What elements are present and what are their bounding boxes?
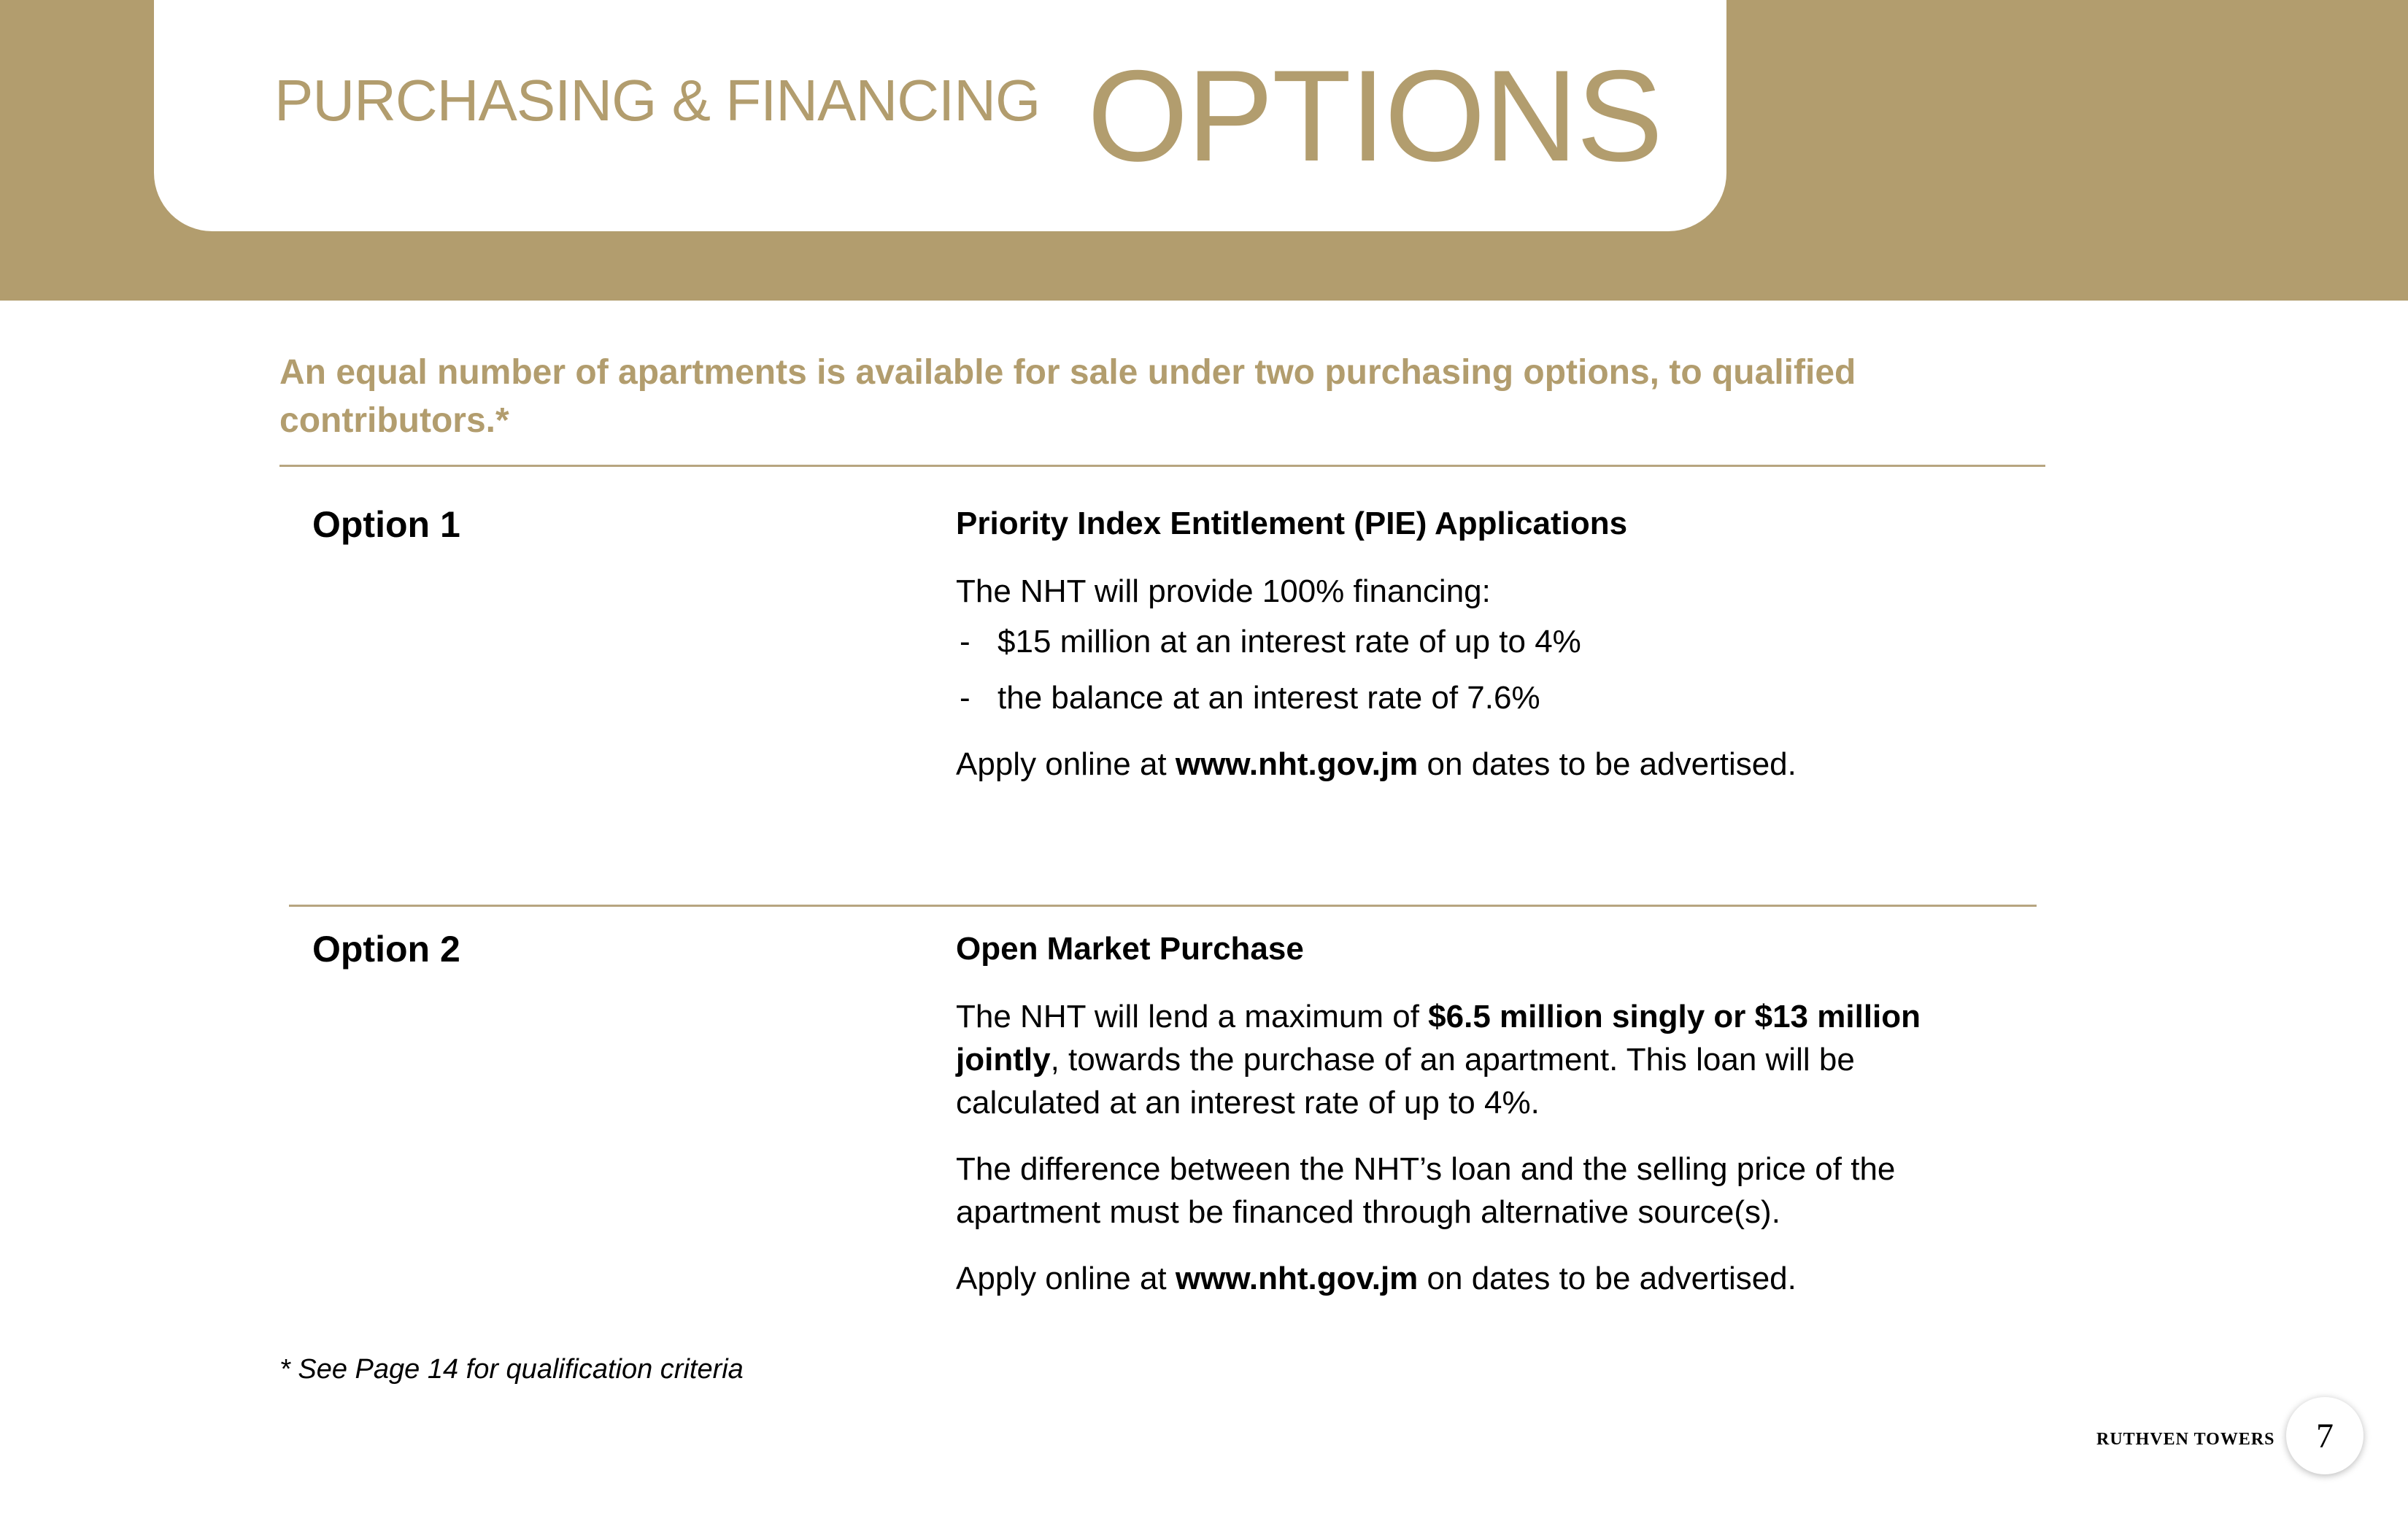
- bullet-dash: -: [960, 624, 970, 659]
- option-1-label: Option 1: [312, 504, 460, 545]
- option-1-bullet: [956, 620, 1934, 663]
- option-2-difference-paragraph: The difference between the NHT’s loan and the selling price of the apartment must be financed through alternative source(s).: [956, 1151, 1896, 1230]
- option-1-content: [956, 502, 1934, 786]
- lend-suffix: , towards the purchase of an apartment. This loan will be calculated at an interest rate of up to 4%.: [956, 1042, 1855, 1121]
- apply-prefix: Apply online at: [956, 746, 1176, 782]
- page-number-badge: [2286, 1397, 2363, 1474]
- option-2-content: [956, 927, 1934, 1300]
- footnote: * See Page 14 for qualification criteria: [279, 1354, 744, 1385]
- page-number: 7: [2316, 1416, 2334, 1455]
- apply-suffix: on dates to be advertised.: [1418, 746, 1797, 782]
- option-1-bullet: [956, 676, 1934, 719]
- option-1-bullet-text: $15 million at an interest rate of up to 4%: [997, 624, 1581, 659]
- bullet-dash: -: [960, 680, 970, 716]
- option-1-bullet-text: the balance at an interest rate of 7.6%: [997, 680, 1540, 716]
- lend-prefix: The NHT will lend a maximum of: [956, 999, 1429, 1034]
- page-title-main: OPTIONS: [1087, 43, 1662, 188]
- option-2-heading: Open Market Purchase: [956, 931, 1304, 967]
- option-1-financing-line: The NHT will provide 100% financing:: [956, 573, 1491, 609]
- footer-brand: RUTHVEN TOWERS: [2096, 1430, 2275, 1449]
- option-1-apply-line: [956, 743, 1934, 786]
- option-2-apply-line: [956, 1257, 1934, 1300]
- lend-amount: $6.5 million singly or $13 million jointly: [956, 999, 1921, 1078]
- apply-prefix: Apply online at: [956, 1261, 1176, 1296]
- page-title-prefix: PURCHASING & FINANCING: [274, 68, 1041, 133]
- apply-url-link[interactable]: www.nht.gov.jm: [1175, 746, 1419, 782]
- option-2-lend-paragraph: [956, 995, 1934, 1124]
- apply-url-link[interactable]: www.nht.gov.jm: [1175, 1261, 1419, 1296]
- divider-middle: [289, 905, 2037, 907]
- apply-suffix: on dates to be advertised.: [1418, 1261, 1797, 1296]
- option-1-heading: Priority Index Entitlement (PIE) Applications: [956, 506, 1628, 541]
- intro-text: An equal number of apartments is available for sale under two purchasing options, to qualified contributors.*: [279, 353, 1856, 440]
- divider-top: [279, 465, 2045, 467]
- option-2-label: Option 2: [312, 929, 460, 970]
